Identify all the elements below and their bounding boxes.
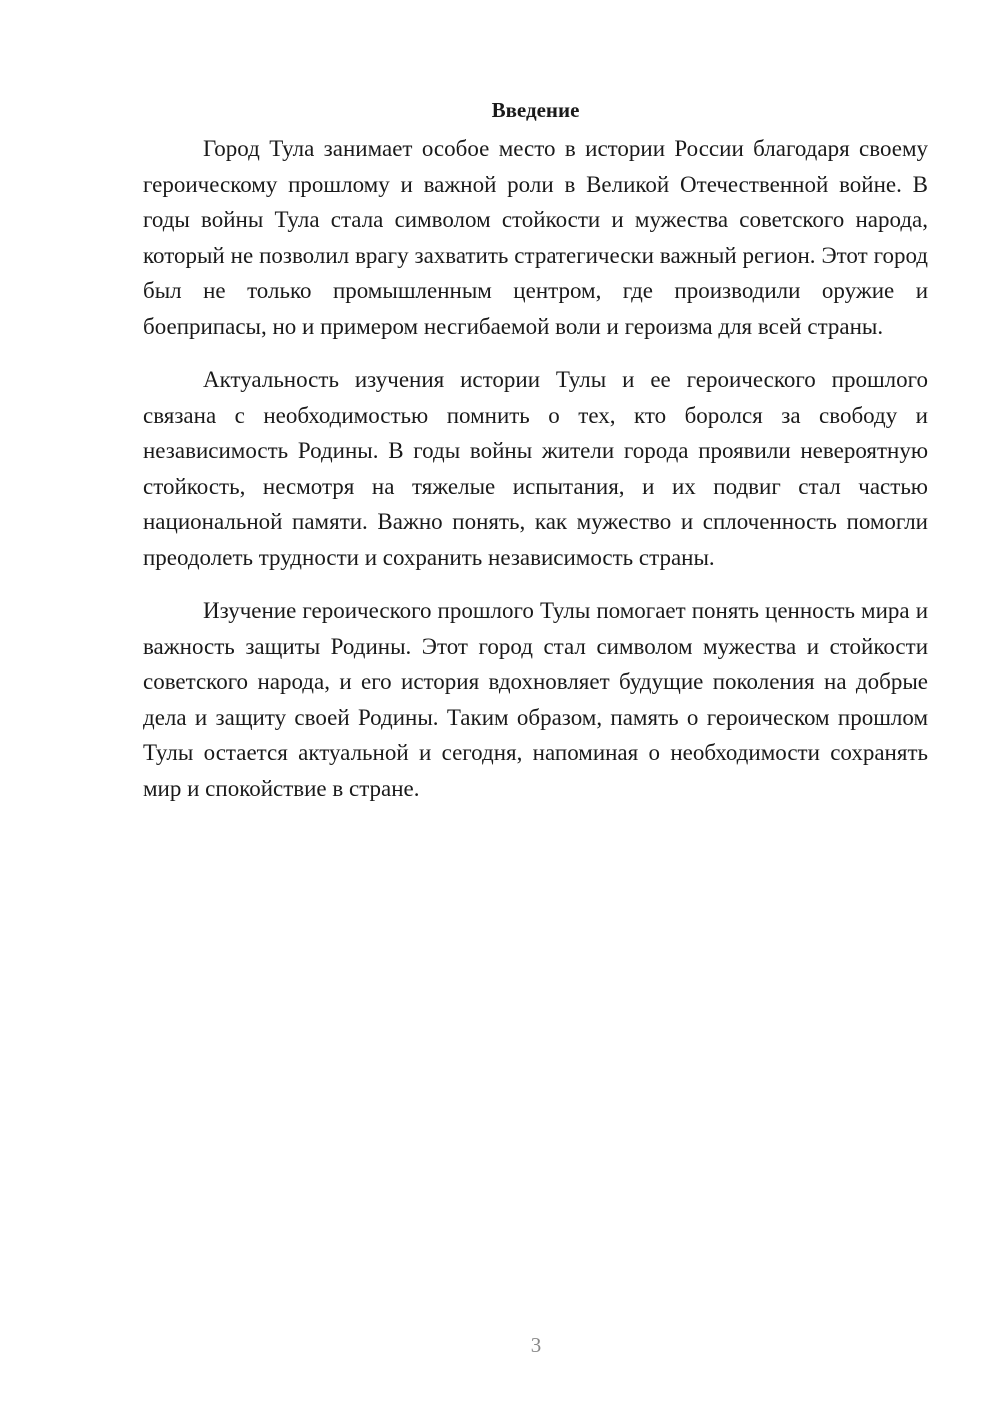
paragraph-2: Актуальность изучения истории Тулы и ее героического прошлого связана с необходимостью помнить о тех, кто боролся за свободу и независимость Родины. В годы войны жители города проявили невероятную стойкость, несмотря на тяжелые испытания, и их подвиг стал частью национальной памяти. Важно понять, как мужество и сплоченность помогли преодолеть трудности и сохранить независимость страны. <box>143 367 928 570</box>
paragraph-3: Изучение героического прошлого Тулы помогает понять ценность мира и важность защиты Родины. Этот город стал символом мужества и стойкости советского народа, и его история вдохновляет будущие поколения на добрые дела и защиту своей Родины. Таким образом, память о героическом прошлом Тулы остается актуальной и сегодня, напоминая о необходимости сохранять мир и спокойствие в стране. <box>143 598 928 801</box>
section-heading: Введение <box>491 98 580 122</box>
paragraph-1: Город Тула занимает особое место в истории России благодаря своему героическому прошлому и важной роли в Великой Отечественной войне. В годы войны Тула стала символом стойкости и мужества советского народа, который не позволил врагу захватить стратегически важный регион. Этот город был не только промышленным центром, где производили оружие и боеприпасы, но и примером несгибаемой воли и героизма для всей страны. <box>143 136 928 339</box>
page-content <box>143 95 928 824</box>
page-number: 3 <box>530 1333 542 1357</box>
